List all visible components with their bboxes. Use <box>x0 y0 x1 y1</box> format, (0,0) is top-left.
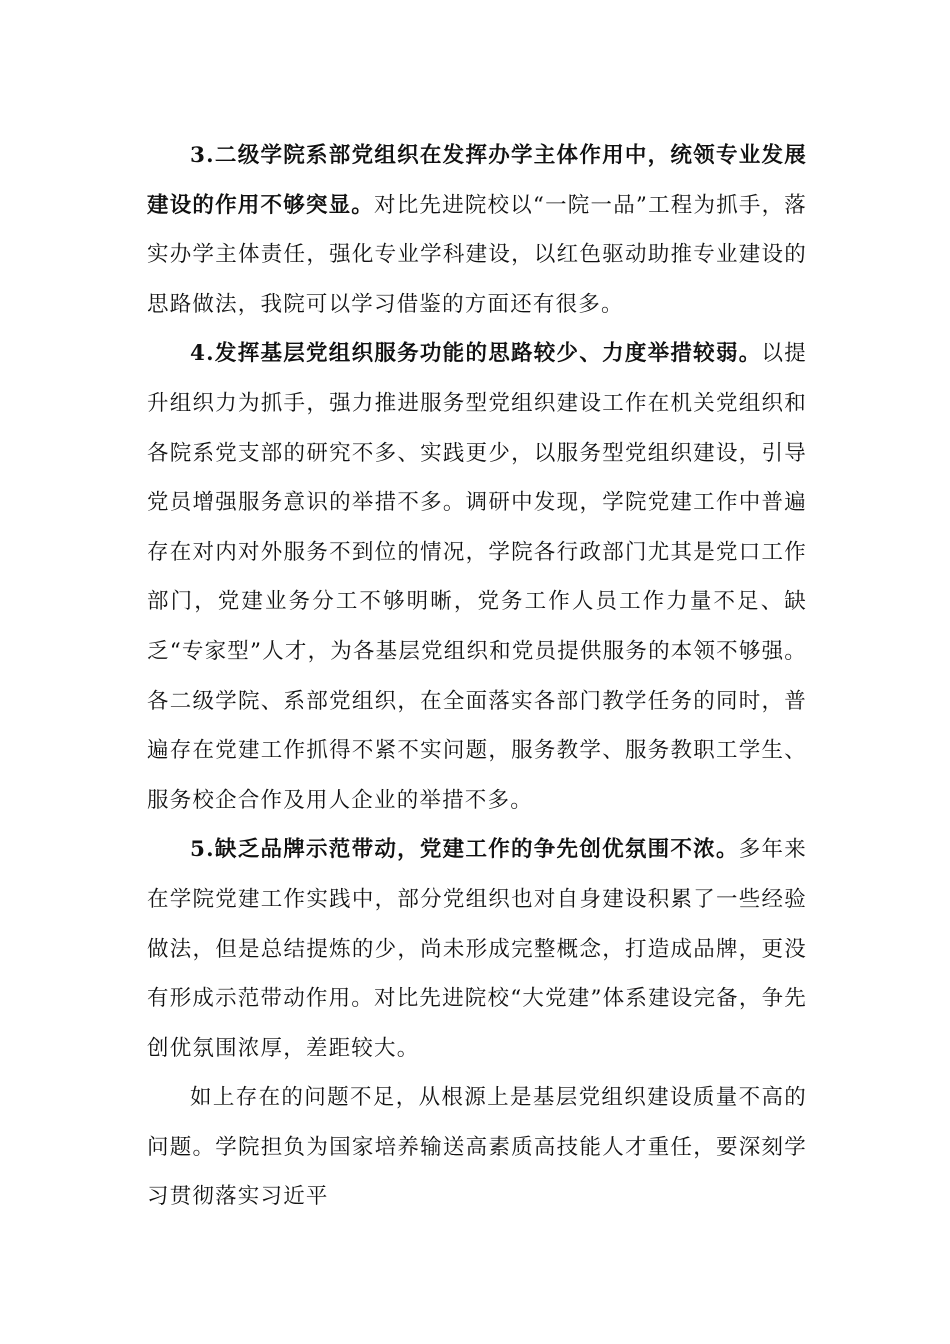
paragraph-3 <box>147 131 807 329</box>
paragraph-4-body: 以提升组织力为抓手，强力推进服务型党组织建设工作在机关党组织和各院系党支部的研究不多、实践更少，以服务型党组织建设，引导党员增强服务意识的举措不多。调研中发现，学院党建工作中普遍存在对内对外服务不到位的情况，学院各行政部门尤其是党口工作部门，党建业务分工不够明晰，党务工作人员工作力量不足、缺乏“专家型”人才，为各基层党组织和党员提供服务的本领不够强。各二级学院、系部党组织，在全面落实各部门教学任务的同时，普遍存在党建工作抓得不紧不实问题，服务教学、服务教职工学生、服务校企合作及用人企业的举措不多。 <box>147 341 807 813</box>
document-body <box>147 131 807 1222</box>
paragraph-5 <box>147 825 807 1073</box>
paragraph-5-body: 多年来在学院党建工作实践中，部分党组织也对自身建设积累了一些经验做法，但是总结提炼的少，尚未形成完整概念，打造成品牌，更没有形成示范带动作用。对比先进院校“大党建”体系建设完备，争先创优氛围浓厚，差距较大。 <box>147 837 807 1061</box>
paragraph-4 <box>147 329 807 825</box>
paragraph-conclusion <box>147 1073 807 1222</box>
paragraph-3-heading: 3.二级学院系部党组织在发挥办学主体作用中，统领专业发展建设的作用不够突显。 <box>147 143 807 218</box>
paragraph-3-body: 对比先进院校以“一院一品”工程为抓手，落实办学主体责任，强化专业学科建设，以红色驱动助推专业建设的思路做法，我院可以学习借鉴的方面还有很多。 <box>147 192 808 317</box>
paragraph-4-heading: 4.发挥基层党组织服务功能的思路较少、力度举措较弱。 <box>190 341 762 367</box>
paragraph-5-heading: 5.缺乏品牌示范带动，党建工作的争先创优氛围不浓。 <box>190 837 739 863</box>
paragraph-conclusion-body: 如上存在的问题不足，从根源上是基层党组织建设质量不高的问题。学院担负为国家培养输送高素质高技能人才重任，要深刻学习贯彻落实习近平 <box>147 1085 807 1210</box>
